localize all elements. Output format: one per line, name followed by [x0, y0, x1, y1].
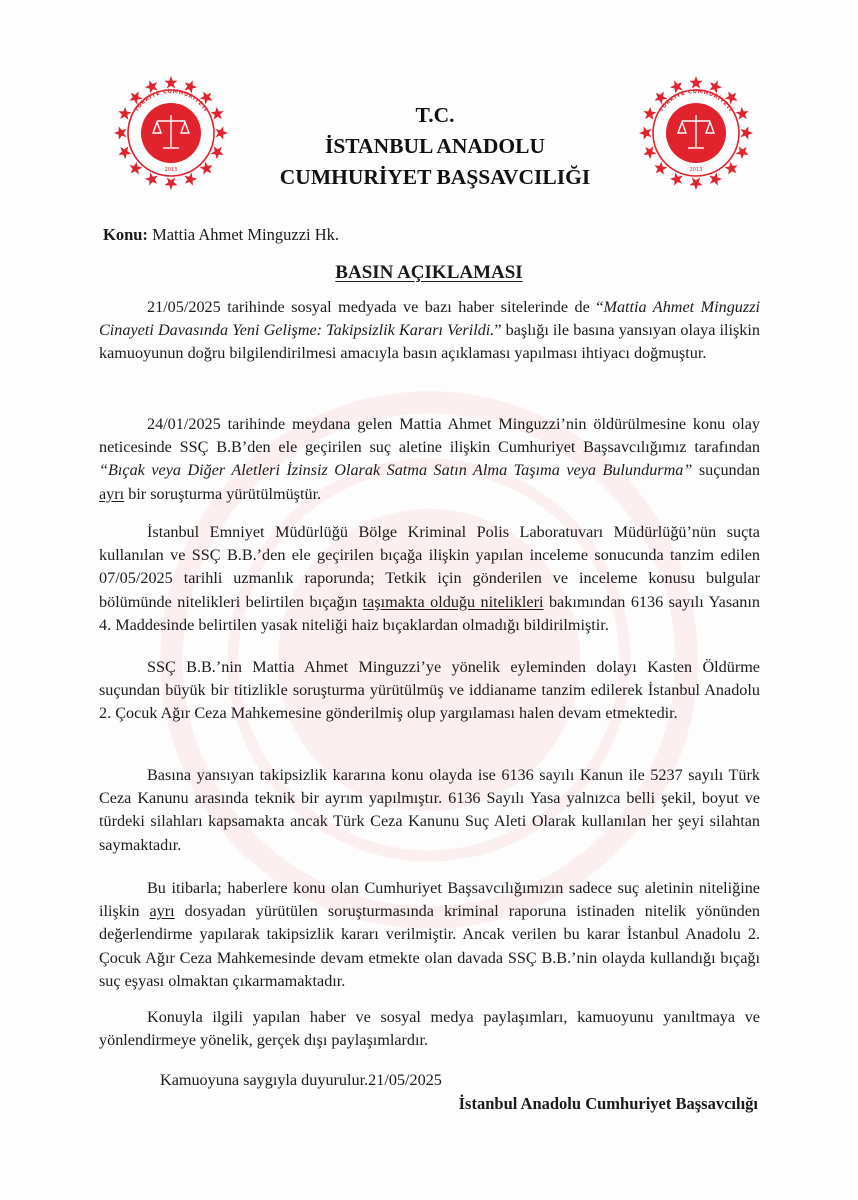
p1-text-b: ” başlığı ile basına yansıyan olaya ilişkin kamuoyunun doğru bilgilendirilmesi amacıyla basın açıklaması yapılması ihtiyacı doğmuştur. [99, 321, 760, 363]
svg-text:2013: 2013 [689, 167, 703, 173]
paragraph-3 [99, 521, 760, 637]
p7-text: Konuyla ilgili yapılan haber ve sosyal medya paylaşımları, kamuoyunu yanıltmaya ve yönlendirmeye yönelik, gerçek dışı paylaşımlardır. [99, 1008, 760, 1050]
p1-text-a: 21/05/2025 tarihinde sosyal medyada ve bazı haber sitelerinde de “ [147, 298, 604, 316]
p2-quote: “Bıçak veya Diğer Aletleri İzinsiz Olarak Satma Satın Alma Taşıma veya Bulundurma” [99, 461, 693, 480]
document-title-text: BASIN AÇIKLAMASI [335, 262, 523, 283]
signature: İstanbul Anadolu Cumhuriyet Başsavcılığı [458, 1094, 758, 1113]
paragraph-6 [99, 877, 760, 993]
institution-header [250, 100, 620, 193]
p2-text-c: bir soruşturma yürütülmüştür. [124, 484, 322, 503]
svg-text:TÜRKİYE CUMHURİYETİ: TÜRKİYE CUMHURİYETİ [658, 88, 734, 114]
p2-underlined: ayrı [99, 484, 125, 503]
p6-text-b: dosyadan yürütülen soruşturmasında kriminal raporuna istinaden nitelik yönünden değerlendirme yapılarak takipsizlik kararı verilmiştir. Ancak verilen bu karar İstanbul Anadolu 2. Çocuk Ağır Ceza Mahkemesinde devam etmekte olan davada SSÇ B.B.’nin olayda kullandığı bıçağı suç eşyası olmaktan çıkarmamaktadır. [99, 902, 760, 990]
justice-seal-left [111, 73, 231, 193]
p4-text: SSÇ B.B.’nin Mattia Ahmet Minguzzi’ye yönelik eyleminden dolayı Kasten Öldürme suçundan büyük bir titizlikle soruşturma yürütülmüş ve iddianame tanzim edilerek İstanbul Anadolu 2. Çocuk Ağır Ceza Mahkemesine gönderilmiş olup yargılaması halen devam etmektedir. [99, 658, 760, 723]
p2-text-a: 24/01/2025 tarihinde meydana gelen Mattia Ahmet Minguzzi’nin öldürülmesine konu olay neticesinde SSÇ B.B’den ele geçirilen suç aletine ilişkin Cumhuriyet Başsavcılığımız tarafından [99, 415, 760, 457]
svg-text:2013: 2013 [164, 167, 178, 173]
closing-line: Kamuoyuna saygıyla duyurulur.21/05/2025 [160, 1071, 442, 1089]
subject-value: Mattia Ahmet Minguzzi Hk. [152, 225, 340, 244]
p5-text: Basına yansıyan takipsizlik kararına konu olayda ise 6136 sayılı Kanun ile 5237 sayılı Türk Ceza Kanunu arasında teknik bir ayrım yapılmıştır. 6136 Sayılı Yasa yalnızca belli şekil, boyut ve türdeki silahları kapsamakta ancak Türk Ceza Kanunu Suç Aleti Olarak kullanılan her şeyi silahtan saymaktadır. [99, 766, 760, 854]
p6-underlined: ayrı [149, 902, 175, 921]
p1-quote: Mattia Ahmet Minguzzi Cinayeti Davasında Yeni Gelişme: Takipsizlik Kararı Verildi. [99, 298, 760, 340]
justice-seal-right [636, 73, 756, 193]
paragraph-7 [99, 1006, 760, 1052]
p3-text-b: bakımından 6136 sayılı Yasanın 4. Maddesinde belirtilen yasak niteliği haiz bıçaklardan olmadığı bildirilmiştir. [99, 592, 760, 634]
paragraph-1 [99, 296, 760, 366]
paragraph-2 [99, 413, 760, 506]
paragraph-4 [99, 656, 760, 726]
subject-label: Konu: [103, 225, 148, 244]
p3-text-a: İstanbul Emniyet Müdürlüğü Bölge Kriminal Polis Laboratuvarı Müdürlüğü’nün suçta kullanılan ve SSÇ B.B.’den ele geçirilen bıçağa ilişkin yapılan inceleme sonucunda tanzim edilen 07/05/2025 tarihli uzmanlık raporunda; Tetkik için gönderilen ve inceleme konusu bulgular bölümünde nitelikleri belirtilen bıçağın [99, 523, 760, 611]
svg-text:TÜRKİYE CUMHURİYETİ: TÜRKİYE CUMHURİYETİ [133, 88, 209, 114]
p3-underlined: taşımakta olduğu nitelikleri [362, 592, 544, 611]
document-title [0, 262, 858, 284]
paragraph-5 [99, 764, 760, 857]
p6-text-a: Bu itibarla; haberlere konu olan Cumhuriyet Başsavcılığımızın sadece suç aletinin niteliğine ilişkin [99, 879, 760, 921]
p2-text-b: suçundan [692, 461, 761, 480]
header-line-office: İSTANBUL ANADOLU [324, 134, 546, 158]
subject-line [103, 225, 339, 245]
header-line-tc: T.C. [415, 103, 455, 127]
header-line-prosecutor: CUMHURİYET BAŞSAVCILIĞI [279, 165, 591, 189]
